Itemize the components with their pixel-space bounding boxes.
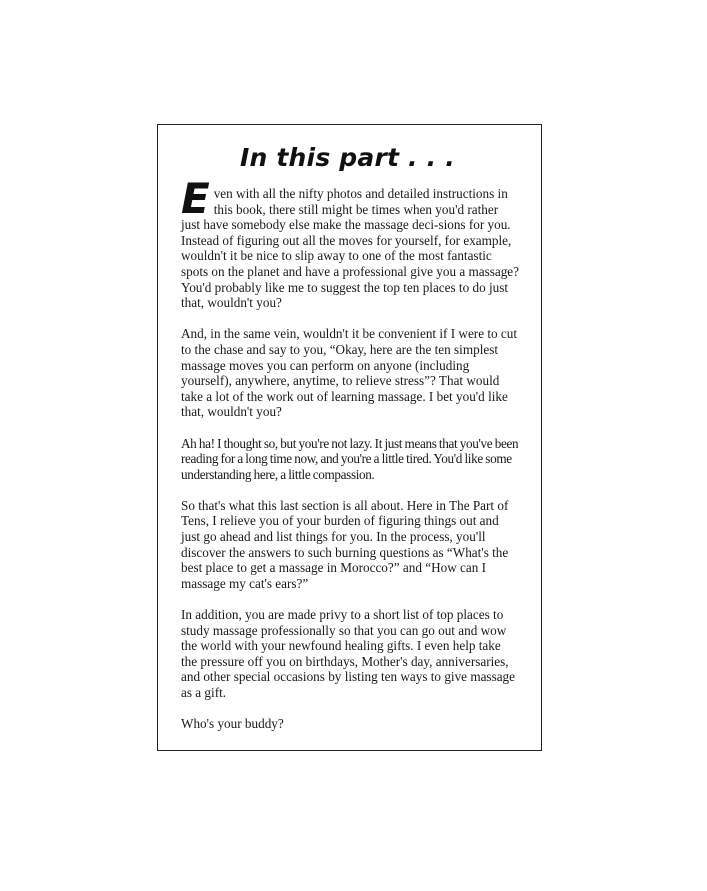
body-text [181, 174, 520, 747]
paragraph-3: Ah ha! I thought so, but you're not lazy. It just means that you've been reading for a long time now, and you're a little tired. You'd like some understanding here, a little compassion. [181, 435, 519, 482]
paragraph-4: So that's what this last section is all about. Here in The Part of Tens, I relieve you of your burden of figuring things out and just go ahead and list things for you. In the process, you'll discover the answers to such burning questions as “What's the best place to get a massage in Morocco?” and “How can I massage my cat's ears?” [181, 497, 509, 591]
intro-paragraph [181, 174, 520, 311]
drop-cap: E [181, 174, 210, 223]
page-title: In this part . . . [240, 143, 455, 172]
paragraph-2: And, in the same vein, wouldn't it be convenient if I were to cut to the chase and say to you, “Okay, here are the ten simplest massage moves you can perform on anyone (including yourself), anywhere, anytime, to relieve stress”? That would take a lot of the work out of learning massage. I bet you'd like that, wouldn't you? [181, 326, 518, 420]
intro-text: ven with all the nifty photos and detailed instructions in this book, there still might be times when you'd rather just have somebody else make the massage deci-sions for you. Instead of figuring out all the moves for yourself, for example, wouldn't it be nice to slip away to one of the most fantastic spots on the planet and have a professional give you a massage? You'd probably like me to suggest the top ten places to do just that, wouldn't you? [181, 186, 520, 311]
paragraph-6: Who's your buddy? [181, 716, 284, 732]
paragraph-5: In addition, you are made privy to a short list of top places to study massage professionally so that you can go out and wow the world with your newfound healing gifts. I even help take the pressure off you on birthdays, Mother's day, anniversaries, and other special occasions by listing ten ways to give massage as a gift. [181, 607, 516, 700]
